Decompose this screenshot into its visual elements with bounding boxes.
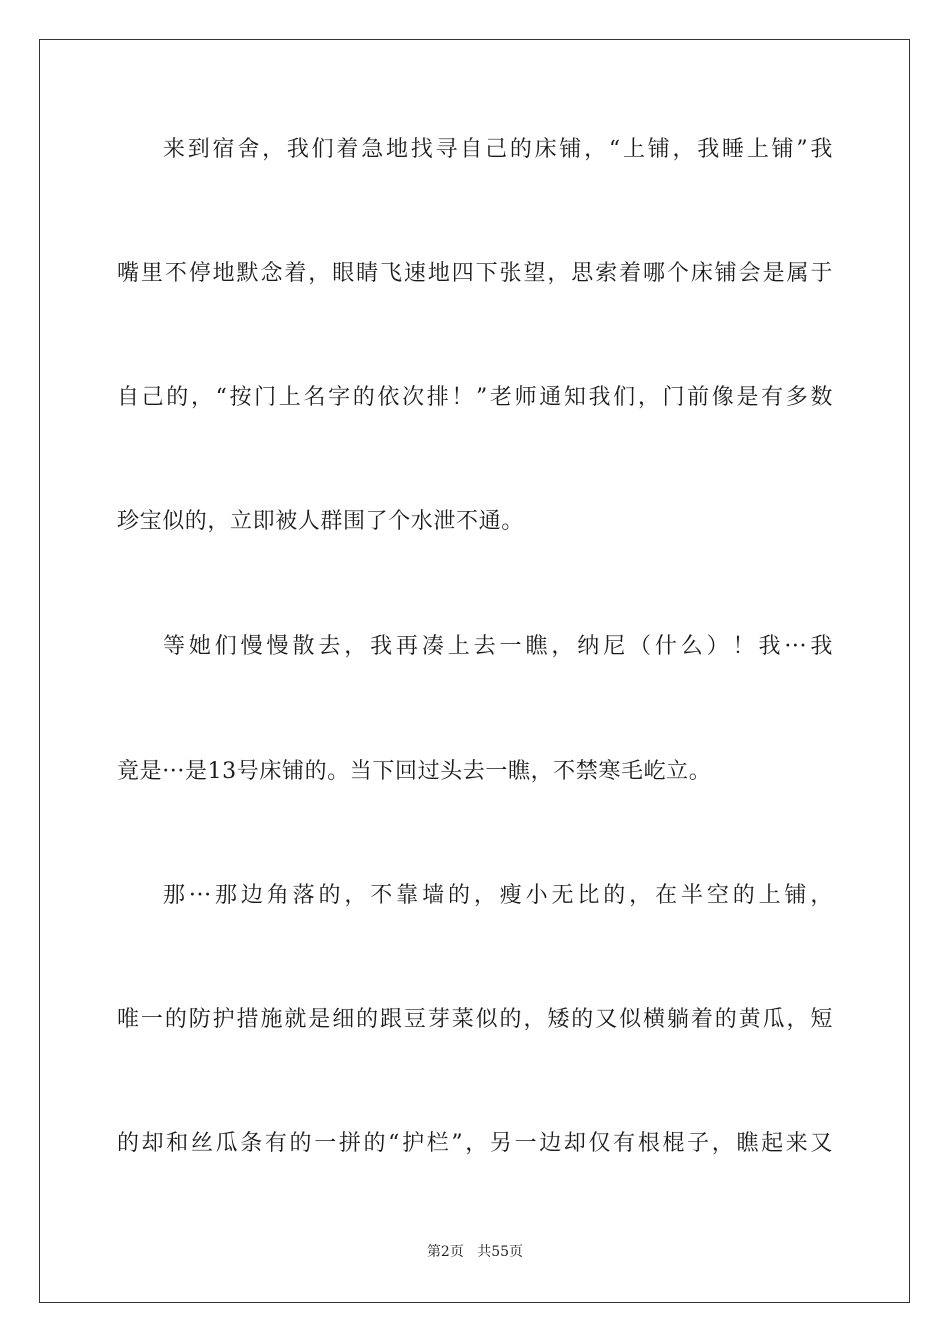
footer-spacer — [464, 1244, 477, 1260]
paragraph-line: 自己的，“按门上名字的依次排！”老师通知我们，门前像是有多数 — [117, 385, 833, 410]
paragraph-line: 珍宝似的，立即被人群围了个水泄不通。 — [117, 509, 524, 534]
page-number: 第2页 — [426, 1244, 464, 1260]
paragraph-line: 的却和丝瓜条有的一拼的“护栏”，另一边却仅有根棍子，瞧起来又 — [117, 1131, 833, 1156]
page-total: 共55页 — [477, 1244, 524, 1260]
paragraph-line: 来到宿舍，我们着急地找寻自己的床铺，“上铺，我睡上铺”我 — [163, 137, 833, 162]
page-footer — [0, 1242, 950, 1262]
paragraph-line: 等她们慢慢散去，我再凑上去一瞧，纳尼（什么）！我···我 — [163, 634, 833, 659]
paragraph-line: 唯一的防护措施就是细的跟豆芽菜似的，矮的又似横躺着的黄瓜，短 — [117, 1007, 833, 1032]
paragraph-line: 竟是···是13号床铺的。当下回过头去一瞧，不禁寒毛屹立。 — [117, 759, 712, 784]
paragraph-line: 嘴里不停地默念着，眼睛飞速地四下张望，思索着哪个床铺会是属于 — [117, 261, 833, 286]
paragraph-line: 那···那边角落的，不靠墙的，瘦小无比的，在半空的上铺， — [163, 883, 833, 908]
page-border — [39, 39, 910, 1303]
